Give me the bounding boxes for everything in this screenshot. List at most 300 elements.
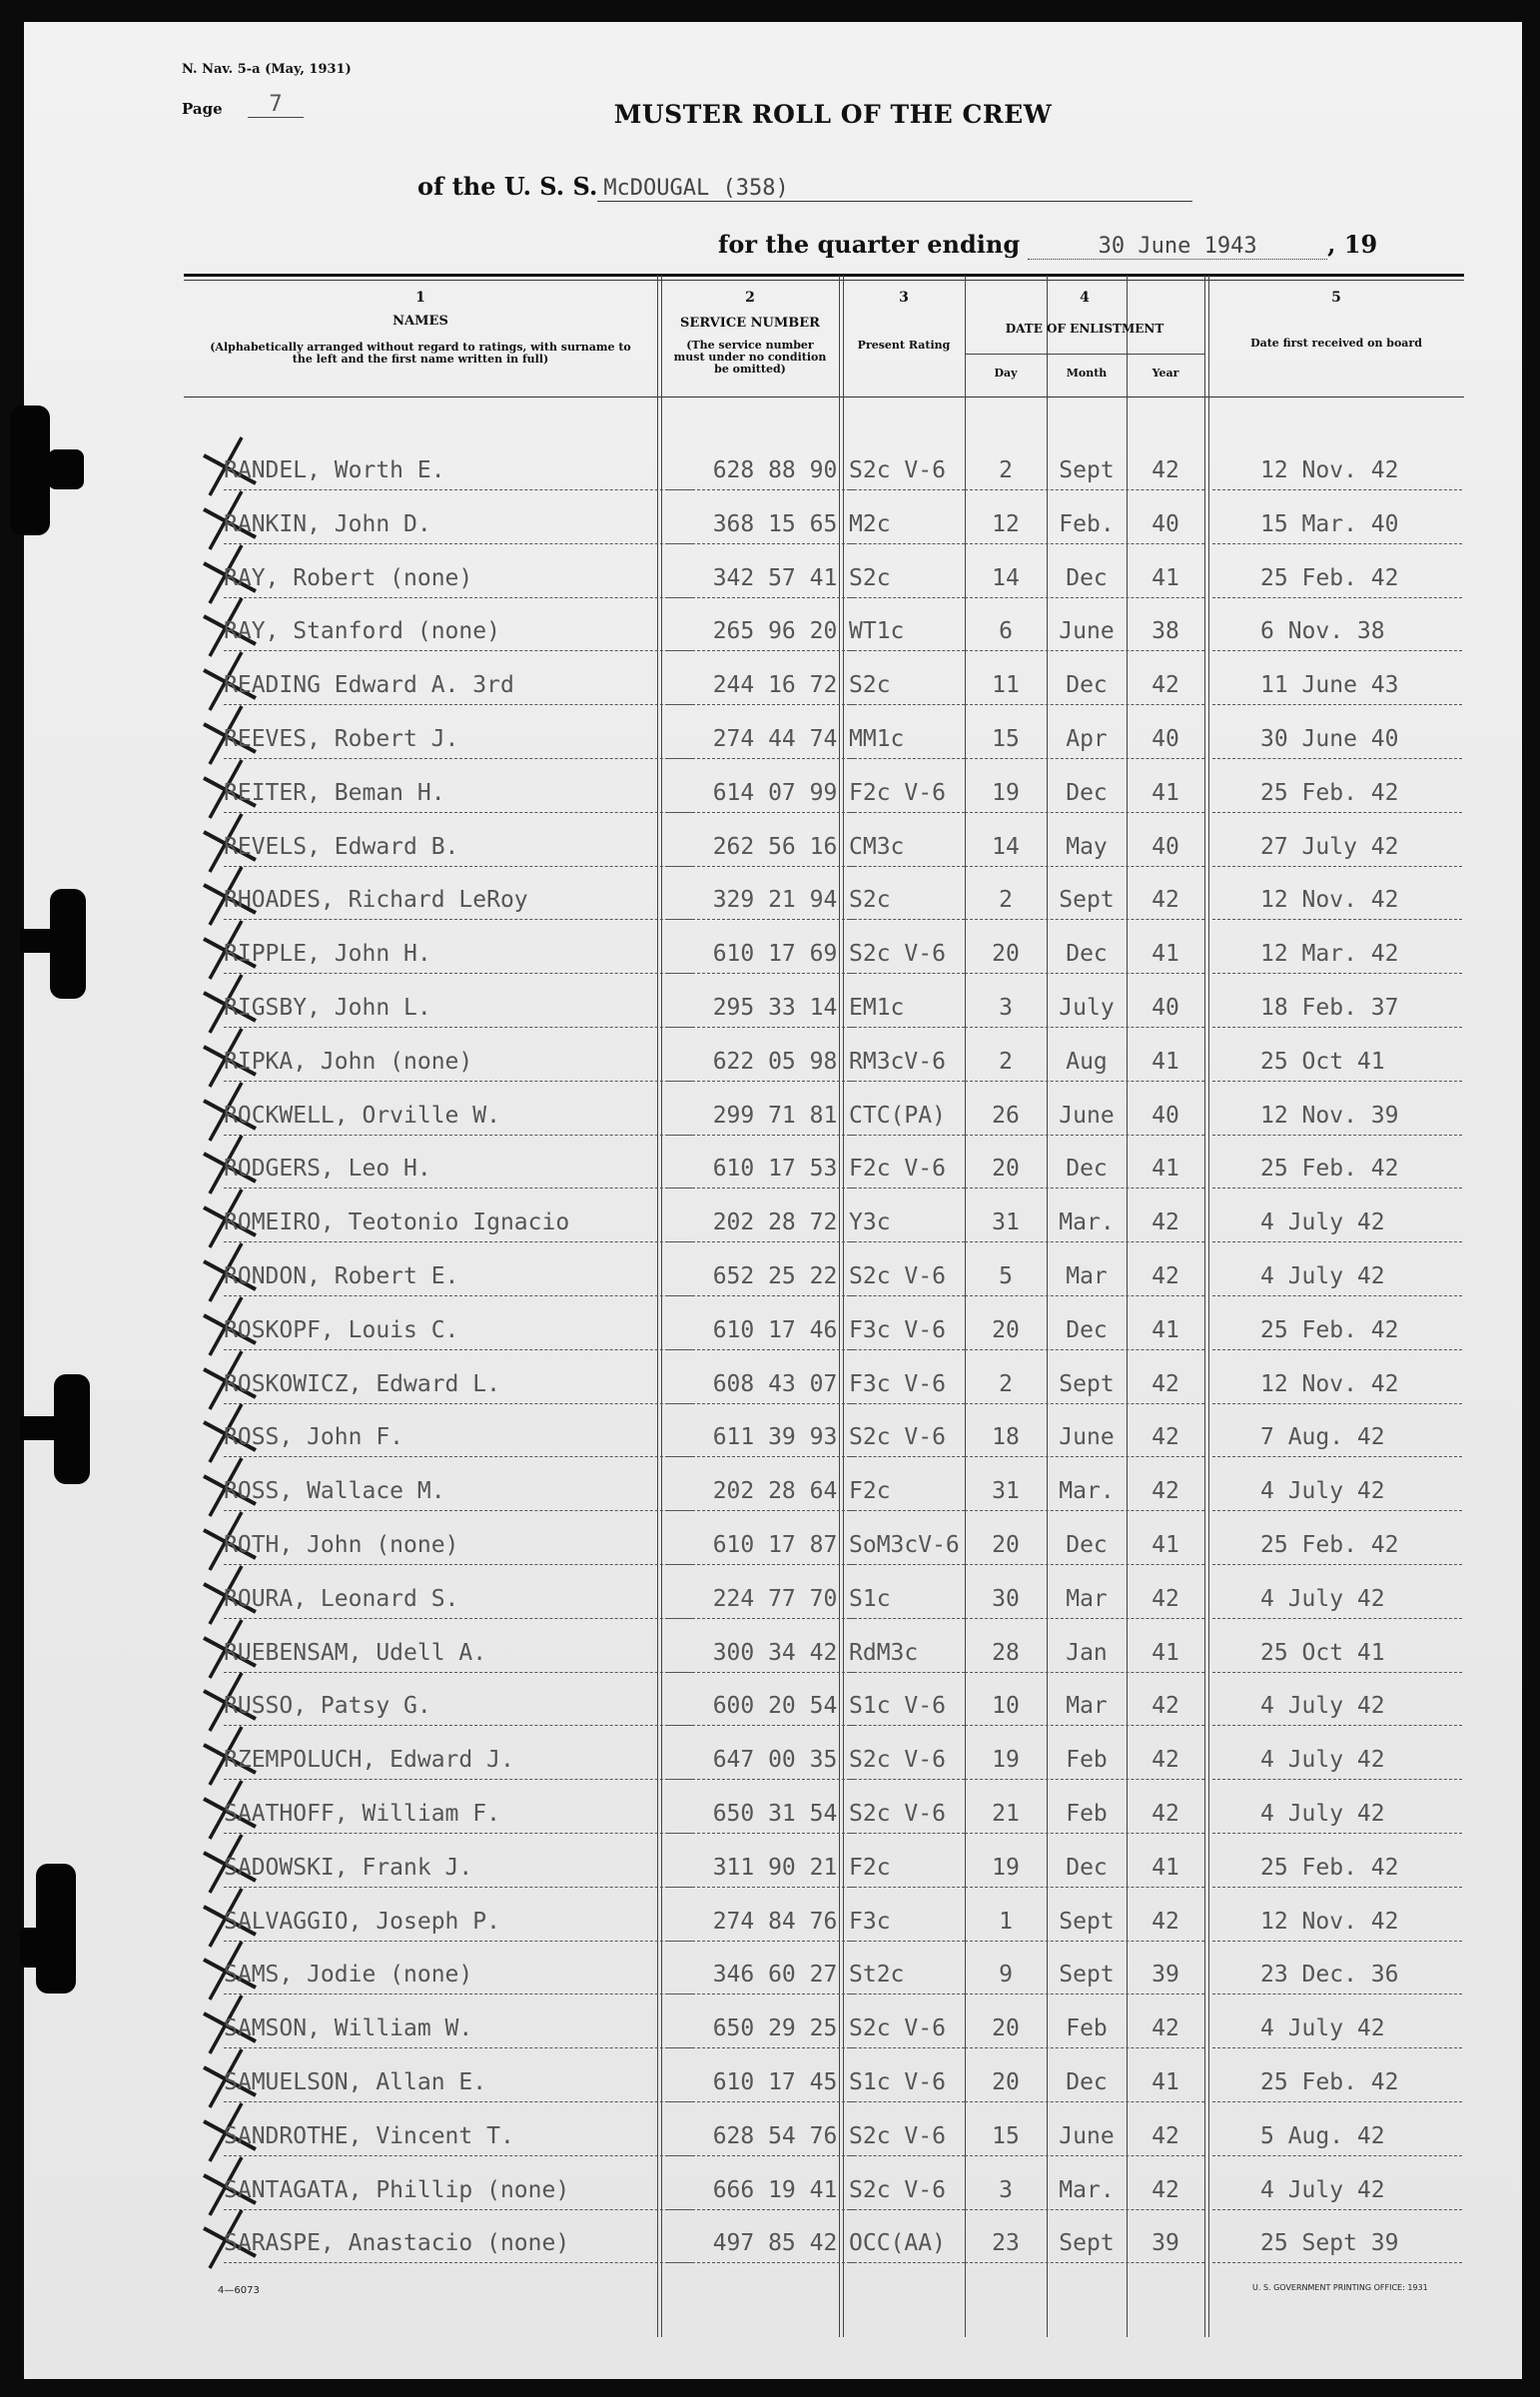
row-baseline: [667, 973, 855, 974]
row-baseline: [849, 1994, 965, 1995]
col4-year: Year: [1152, 367, 1179, 380]
table-row: [184, 2212, 1464, 2266]
cell-month: Feb: [1066, 1801, 1108, 1827]
cell-received: 4 July 42: [1260, 1801, 1385, 1827]
row-baseline: [1212, 973, 1462, 974]
cell-year: 40: [1152, 726, 1179, 752]
row-baseline: [224, 973, 693, 974]
row-baseline: [224, 1403, 693, 1404]
cell-day: 19: [992, 779, 1020, 806]
table-row: [184, 1460, 1464, 1514]
row-baseline: [224, 1887, 693, 1888]
cell-month: Mar: [1066, 1693, 1108, 1720]
cell-day: 3: [999, 2176, 1013, 2203]
cell-day: 5: [999, 1263, 1013, 1289]
cell-received: 5 Aug. 42: [1260, 2122, 1385, 2149]
row-baseline: [1212, 1833, 1462, 1834]
cell-year: 41: [1152, 779, 1179, 806]
table-row: [184, 1353, 1464, 1407]
cell-day: 20: [992, 1532, 1020, 1558]
binder-clip-tab: [48, 449, 84, 489]
row-baseline: [965, 2155, 1204, 2156]
ship-name: McDOUGAL (358): [597, 176, 1192, 202]
row-baseline: [224, 919, 693, 920]
row-baseline: [1212, 704, 1462, 705]
cell-year: 42: [1152, 1424, 1179, 1451]
row-baseline: [667, 543, 855, 544]
col1-note: (Alphabetically arranged without regard to ratings, with surname to the left and the first name written in full): [210, 341, 631, 366]
cell-month: Sept: [1059, 1908, 1115, 1935]
cell-service-number: 265 96 20: [712, 618, 838, 645]
row-baseline: [965, 973, 1204, 974]
row-baseline: [667, 1188, 855, 1189]
cell-name: RUEBENSAM, Udell A.: [224, 1639, 487, 1666]
cell-year: 42: [1152, 1801, 1179, 1827]
row-baseline: [965, 489, 1204, 490]
row-baseline: [965, 597, 1204, 598]
cell-name: RIPKA, John (none): [224, 1048, 473, 1075]
cell-month: June: [1059, 1424, 1115, 1451]
cell-received: 15 Mar. 40: [1260, 510, 1399, 537]
cell-service-number: 244 16 72: [712, 672, 838, 699]
cell-received: 4 July 42: [1260, 1209, 1385, 1236]
row-baseline: [667, 1349, 855, 1350]
cell-received: 12 Nov. 42: [1260, 457, 1399, 483]
row-baseline: [1212, 1135, 1462, 1136]
cell-received: 25 Feb. 42: [1260, 1316, 1399, 1343]
row-baseline: [1212, 1188, 1462, 1189]
page-title: MUSTER ROLL OF THE CREW: [613, 100, 1053, 129]
cell-day: 12: [992, 510, 1020, 537]
cell-service-number: 628 54 76: [712, 2122, 838, 2149]
row-baseline: [1212, 1081, 1462, 1082]
table-row: [184, 1568, 1464, 1622]
quarter-year-suffix: , 19: [1327, 230, 1378, 259]
cell-name: SADOWSKI, Frank J.: [224, 1854, 473, 1881]
cell-service-number: 610 17 69: [712, 941, 838, 968]
cell-service-number: 274 44 74: [712, 726, 838, 752]
cell-month: July: [1059, 995, 1115, 1021]
page-label: Page: [182, 100, 223, 118]
cell-rating: F3c V-6: [849, 1370, 946, 1397]
row-baseline: [224, 1618, 693, 1619]
row-baseline: [849, 2047, 965, 2048]
cell-name: ROSKOWICZ, Edward L.: [224, 1370, 500, 1397]
row-baseline: [849, 973, 965, 974]
row-baseline: [849, 1135, 965, 1136]
row-baseline: [224, 1510, 693, 1511]
row-baseline: [667, 1618, 855, 1619]
cell-month: Aug: [1066, 1048, 1108, 1075]
row-baseline: [667, 1672, 855, 1673]
cell-name: ROSKOPF, Louis C.: [224, 1316, 459, 1343]
cell-service-number: 202 28 72: [712, 1209, 838, 1236]
cell-received: 25 Sept 39: [1260, 2230, 1399, 2257]
cell-year: 42: [1152, 887, 1179, 914]
cell-received: 12 Nov. 42: [1260, 887, 1399, 914]
cell-month: Mar: [1066, 1263, 1108, 1289]
cell-received: 25 Oct 41: [1260, 1639, 1385, 1666]
cell-day: 20: [992, 2015, 1020, 2042]
cell-service-number: 610 17 53: [712, 1156, 838, 1183]
cell-day: 20: [992, 1156, 1020, 1183]
table-row: [184, 1729, 1464, 1783]
row-baseline: [224, 812, 693, 813]
cell-day: 19: [992, 1854, 1020, 1881]
cell-month: Dec: [1066, 2069, 1108, 2095]
cell-received: 18 Feb. 37: [1260, 995, 1399, 1021]
cell-service-number: 614 07 99: [712, 779, 838, 806]
row-baseline: [667, 1833, 855, 1834]
cell-received: 25 Feb. 42: [1260, 1532, 1399, 1558]
cell-month: June: [1059, 1102, 1115, 1129]
table-row: [184, 1944, 1464, 1998]
cell-month: Feb: [1066, 2015, 1108, 2042]
muster-roll-sheet: [24, 22, 1522, 2379]
cell-year: 41: [1152, 1156, 1179, 1183]
binder-clip: [10, 405, 50, 535]
cell-rating: MM1c: [849, 726, 905, 752]
row-baseline: [667, 489, 855, 490]
row-baseline: [1212, 1618, 1462, 1619]
row-baseline: [224, 1833, 693, 1834]
cell-rating: RM3cV-6: [849, 1048, 946, 1075]
row-baseline: [849, 1403, 965, 1404]
row-baseline: [965, 1081, 1204, 1082]
cell-day: 11: [992, 672, 1020, 699]
row-baseline: [849, 650, 965, 651]
cell-year: 42: [1152, 1209, 1179, 1236]
row-baseline: [667, 1510, 855, 1511]
cell-service-number: 311 90 21: [712, 1854, 838, 1881]
row-baseline: [667, 2262, 855, 2263]
table-row: [184, 1406, 1464, 1460]
cell-year: 41: [1152, 941, 1179, 968]
cell-rating: Y3c: [849, 1209, 891, 1236]
table-row: [184, 493, 1464, 547]
table-row: [184, 1192, 1464, 1245]
row-baseline: [224, 2047, 693, 2048]
row-baseline: [667, 1941, 855, 1942]
enlistment-subheader-rule: [965, 354, 1204, 355]
row-baseline: [1212, 2155, 1462, 2156]
cell-received: 12 Nov. 42: [1260, 1370, 1399, 1397]
table-row: [184, 923, 1464, 977]
row-baseline: [965, 2101, 1204, 2102]
cell-rating: S2c: [849, 564, 891, 591]
table-row: [184, 1031, 1464, 1085]
cell-month: Mar.: [1059, 2176, 1115, 2203]
row-baseline: [667, 1779, 855, 1780]
cell-received: 4 July 42: [1260, 2015, 1385, 2042]
row-baseline: [1212, 812, 1462, 813]
cell-service-number: 652 25 22: [712, 1263, 838, 1289]
cell-name: ROSS, Wallace M.: [224, 1478, 445, 1505]
cell-day: 20: [992, 941, 1020, 968]
cell-rating: S2c V-6: [849, 1263, 946, 1289]
row-baseline: [667, 1725, 855, 1726]
cell-month: Sept: [1059, 457, 1115, 483]
cell-day: 2: [999, 1048, 1013, 1075]
cell-year: 41: [1152, 1639, 1179, 1666]
row-baseline: [1212, 1510, 1462, 1511]
cell-received: 27 July 42: [1260, 833, 1399, 860]
cell-rating: F2c V-6: [849, 1156, 946, 1183]
cell-received: 25 Feb. 42: [1260, 779, 1399, 806]
quarter-line: [718, 230, 1377, 260]
cell-day: 2: [999, 887, 1013, 914]
row-baseline: [224, 1672, 693, 1673]
row-baseline: [667, 919, 855, 920]
table-row: [184, 600, 1464, 654]
cell-day: 14: [992, 564, 1020, 591]
cell-rating: S2c V-6: [849, 457, 946, 483]
table-row: [184, 869, 1464, 923]
cell-year: 40: [1152, 1102, 1179, 1129]
cell-service-number: 262 56 16: [712, 833, 838, 860]
row-baseline: [667, 1027, 855, 1028]
table-row: [184, 1138, 1464, 1192]
cell-service-number: 346 60 27: [712, 1962, 838, 1989]
row-baseline: [849, 758, 965, 759]
cell-year: 42: [1152, 2176, 1179, 2203]
col2-number: 2: [745, 290, 755, 306]
cell-month: Sept: [1059, 2230, 1115, 2257]
cell-received: 4 July 42: [1260, 1478, 1385, 1505]
cell-day: 2: [999, 457, 1013, 483]
cell-year: 42: [1152, 1263, 1179, 1289]
row-baseline: [965, 1135, 1204, 1136]
row-baseline: [849, 1027, 965, 1028]
cell-rating: F2c V-6: [849, 779, 946, 806]
row-baseline: [224, 1725, 693, 1726]
row-baseline: [849, 866, 965, 867]
row-baseline: [1212, 1887, 1462, 1888]
cell-service-number: 650 29 25: [712, 2015, 838, 2042]
row-baseline: [965, 543, 1204, 544]
cell-name: READING Edward A. 3rd: [224, 672, 514, 699]
cell-rating: M2c: [849, 510, 891, 537]
table-top-rule: [184, 274, 1464, 277]
row-baseline: [1212, 597, 1462, 598]
row-baseline: [965, 1833, 1204, 1834]
cell-year: 40: [1152, 833, 1179, 860]
cell-month: Dec: [1066, 779, 1108, 806]
cell-received: 12 Mar. 42: [1260, 941, 1399, 968]
table-row: [184, 2159, 1464, 2213]
row-baseline: [1212, 543, 1462, 544]
cell-name: SALVAGGIO, Joseph P.: [224, 1908, 500, 1935]
cell-received: 4 July 42: [1260, 1585, 1385, 1612]
cell-day: 20: [992, 2069, 1020, 2095]
cell-year: 42: [1152, 1585, 1179, 1612]
cell-year: 39: [1152, 1962, 1179, 1989]
cell-name: SAATHOFF, William F.: [224, 1801, 500, 1827]
cell-received: 23 Dec. 36: [1260, 1962, 1399, 1989]
row-baseline: [965, 1510, 1204, 1511]
row-baseline: [667, 2155, 855, 2156]
cell-day: 9: [999, 1962, 1013, 1989]
cell-service-number: 600 20 54: [712, 1693, 838, 1720]
row-baseline: [965, 2262, 1204, 2263]
cell-month: June: [1059, 618, 1115, 645]
cell-day: 15: [992, 2122, 1020, 2149]
cell-day: 30: [992, 1585, 1020, 1612]
cell-rating: F2c: [849, 1854, 891, 1881]
cell-year: 42: [1152, 1747, 1179, 1774]
row-baseline: [849, 2101, 965, 2102]
row-baseline: [1212, 866, 1462, 867]
row-baseline: [1212, 2209, 1462, 2210]
row-baseline: [1212, 1564, 1462, 1565]
cell-name: RUSSO, Patsy G.: [224, 1693, 431, 1720]
cell-name: RIPPLE, John H.: [224, 941, 431, 968]
col1-title: NAMES: [392, 314, 448, 329]
row-baseline: [965, 1887, 1204, 1888]
table-row: [184, 2105, 1464, 2159]
row-baseline: [965, 1725, 1204, 1726]
cell-day: 2: [999, 1370, 1013, 1397]
row-baseline: [965, 1027, 1204, 1028]
row-baseline: [849, 1941, 965, 1942]
cell-rating: F3c V-6: [849, 1316, 946, 1343]
table-top-rule-thin: [184, 280, 1464, 281]
row-baseline: [1212, 1725, 1462, 1726]
row-baseline: [849, 1618, 965, 1619]
cell-rating: SoM3cV-6: [849, 1532, 960, 1558]
cell-rating: CTC(PA): [849, 1102, 946, 1129]
row-baseline: [224, 1564, 693, 1565]
cell-service-number: 628 88 90: [712, 457, 838, 483]
row-baseline: [849, 2209, 965, 2210]
cell-received: 25 Feb. 42: [1260, 1854, 1399, 1881]
col5-number: 5: [1331, 290, 1341, 306]
cell-month: May: [1066, 833, 1108, 860]
cell-name: SAMS, Jodie (none): [224, 1962, 473, 1989]
cell-day: 1: [999, 1908, 1013, 1935]
row-baseline: [965, 758, 1204, 759]
row-baseline: [965, 812, 1204, 813]
table-row: [184, 1085, 1464, 1139]
cell-service-number: 295 33 14: [712, 995, 838, 1021]
row-baseline: [1212, 1295, 1462, 1296]
row-baseline: [224, 650, 693, 651]
row-baseline: [849, 1456, 965, 1457]
cell-year: 42: [1152, 672, 1179, 699]
row-baseline: [849, 1510, 965, 1511]
col3-number: 3: [899, 290, 909, 306]
cell-month: Dec: [1066, 1532, 1108, 1558]
row-baseline: [965, 1403, 1204, 1404]
table-row: [184, 762, 1464, 816]
col2-title: SERVICE NUMBER: [680, 316, 820, 331]
row-baseline: [849, 1725, 965, 1726]
row-baseline: [849, 1081, 965, 1082]
cell-rating: S2c V-6: [849, 1424, 946, 1451]
row-baseline: [224, 758, 693, 759]
row-baseline: [667, 758, 855, 759]
cell-rating: EM1c: [849, 995, 905, 1021]
row-baseline: [965, 2047, 1204, 2048]
binder-clip-tab: [20, 1928, 42, 1968]
row-baseline: [1212, 489, 1462, 490]
cell-month: Mar.: [1059, 1478, 1115, 1505]
cell-name: RANDEL, Worth E.: [224, 457, 445, 483]
row-baseline: [224, 489, 693, 490]
table-row: [184, 547, 1464, 601]
cell-day: 10: [992, 1693, 1020, 1720]
cell-rating: RdM3c: [849, 1639, 919, 1666]
row-baseline: [965, 866, 1204, 867]
row-baseline: [1212, 1672, 1462, 1673]
cell-name: REITER, Beman H.: [224, 779, 445, 806]
row-baseline: [849, 1779, 965, 1780]
cell-rating: S2c V-6: [849, 1747, 946, 1774]
row-baseline: [1212, 758, 1462, 759]
table-row: [184, 1998, 1464, 2051]
row-baseline: [849, 1672, 965, 1673]
row-baseline: [849, 919, 965, 920]
ship-line: [417, 172, 1192, 202]
row-baseline: [849, 1295, 965, 1296]
cell-day: 21: [992, 1801, 1020, 1827]
row-baseline: [224, 704, 693, 705]
cell-service-number: 666 19 41: [712, 2176, 838, 2203]
cell-year: 41: [1152, 1854, 1179, 1881]
row-baseline: [965, 1456, 1204, 1457]
row-baseline: [849, 1887, 965, 1888]
cell-year: 38: [1152, 618, 1179, 645]
row-baseline: [667, 2047, 855, 2048]
footer-printer: U. S. GOVERNMENT PRINTING OFFICE: 1931: [1252, 2283, 1428, 2292]
binder-clip: [36, 1864, 76, 1994]
row-baseline: [667, 1456, 855, 1457]
cell-rating: S2c V-6: [849, 2176, 946, 2203]
row-baseline: [224, 1994, 693, 1995]
cell-name: SANTAGATA, Phillip (none): [224, 2176, 570, 2203]
row-baseline: [849, 1241, 965, 1242]
cell-year: 42: [1152, 2122, 1179, 2149]
row-baseline: [1212, 2101, 1462, 2102]
row-baseline: [667, 2101, 855, 2102]
row-baseline: [224, 1941, 693, 1942]
cell-name: RODGERS, Leo H.: [224, 1156, 431, 1183]
cell-month: Dec: [1066, 941, 1108, 968]
row-baseline: [849, 1349, 965, 1350]
cell-received: 4 July 42: [1260, 1747, 1385, 1774]
cell-name: SAMUELSON, Allan E.: [224, 2069, 487, 2095]
row-baseline: [667, 1241, 855, 1242]
col1-number: 1: [415, 290, 425, 306]
cell-service-number: 622 05 98: [712, 1048, 838, 1075]
row-baseline: [667, 1081, 855, 1082]
cell-day: 14: [992, 833, 1020, 860]
cell-day: 26: [992, 1102, 1020, 1129]
cell-name: SANDROTHE, Vincent T.: [224, 2122, 514, 2149]
cell-day: 18: [992, 1424, 1020, 1451]
cell-month: Feb.: [1059, 510, 1115, 537]
table-row: [184, 1622, 1464, 1676]
row-baseline: [965, 1618, 1204, 1619]
cell-name: RANKIN, John D.: [224, 510, 431, 537]
cell-service-number: 329 21 94: [712, 887, 838, 914]
row-baseline: [224, 1188, 693, 1189]
quarter-prefix: for the quarter ending: [718, 230, 1021, 259]
cell-year: 41: [1152, 1316, 1179, 1343]
cell-month: Sept: [1059, 887, 1115, 914]
cell-year: 41: [1152, 1532, 1179, 1558]
cell-day: 15: [992, 726, 1020, 752]
